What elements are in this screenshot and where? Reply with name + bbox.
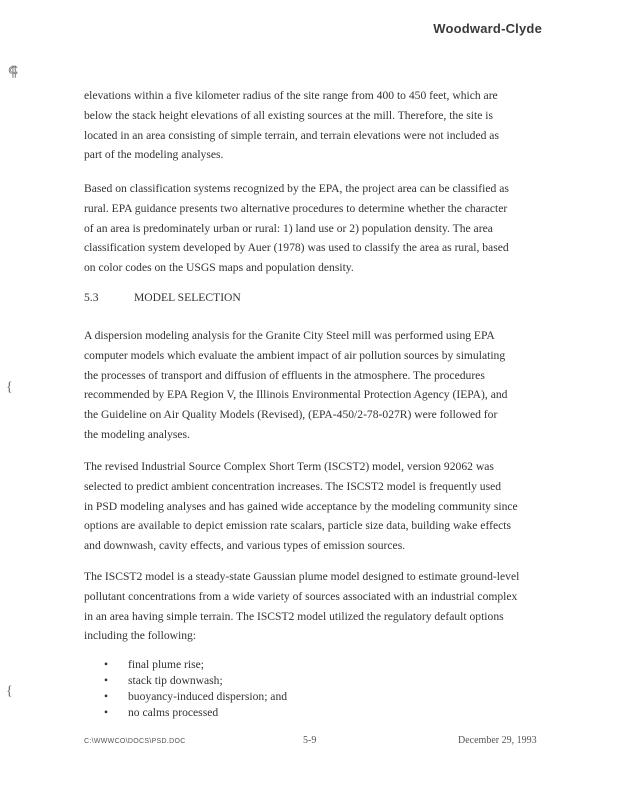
bullet-icon: •	[104, 658, 109, 671]
text-line: in PSD modeling analyses and has gained wide acceptance by the modeling community since	[84, 499, 518, 513]
paragraph	[84, 457, 540, 556]
text-line: options are available to depict emission rate scalars, particle size data, building wake effects	[84, 519, 511, 533]
text-line: part of the modeling analyses.	[84, 148, 224, 162]
text-line: of an area is predominately urban or rural: 1) land use or 2) population density. The area	[84, 221, 493, 235]
text-line: classification system developed by Auer (1978) was used to classify the area as rural, based	[84, 241, 509, 255]
text-line: including the following:	[84, 629, 197, 643]
bullet-icon: •	[104, 690, 109, 703]
paragraph	[84, 326, 540, 445]
margin-scribble-icon: ⸿	[8, 65, 18, 80]
bullet-list	[104, 657, 287, 721]
text-line: on color codes on the USGS maps and population density.	[84, 261, 354, 275]
list-item: • buoyancy-induced dispersion; and	[104, 690, 288, 703]
text-line: selected to predict ambient concentration increases. The ISCST2 model is frequently used	[84, 479, 502, 493]
paragraph	[84, 567, 540, 646]
section-title: MODEL SELECTION	[134, 291, 241, 304]
paragraph	[84, 86, 540, 165]
text-line: recommended by EPA Region V, the Illinois Environmental Protection Agency (IEPA), and	[84, 388, 508, 402]
bullet-icon: •	[104, 706, 109, 719]
text-line: The ISCST2 model is a steady-state Gaussian plume model designed to estimate ground-level	[84, 570, 520, 583]
text-line: elevations within a five kilometer radius of the site range from 400 to 450 feet, which are	[84, 89, 498, 102]
text-line: below the stack height elevations of all existing sources at the mill. Therefore, the site is	[84, 108, 493, 122]
company-logo: Woodward-Clyde	[433, 21, 542, 36]
text-line: pollutant concentrations from a wide variety of sources associated with an industrial complex	[84, 589, 518, 603]
section-number: 5.3	[84, 291, 99, 304]
text-line: rural. EPA guidance presents two alternative procedures to determine whether the character	[84, 201, 508, 215]
section-heading	[84, 291, 241, 304]
list-item: • no calms processed	[104, 706, 219, 719]
text-line: A dispersion modeling analysis for the Granite City Steel mill was performed using EPA	[84, 329, 495, 342]
text-line: located in an area consisting of simple terrain, and terrain elevations were not included as	[84, 128, 499, 142]
text-line: Based on classification systems recognized by the EPA, the project area can be classified as	[84, 182, 509, 195]
footer-date: December 29, 1993	[458, 735, 537, 746]
text-line: computer models which evaluate the ambient impact of air pollution sources by simulating	[84, 348, 506, 362]
footer-page-number: 5-9	[303, 735, 317, 746]
text-line: the processes of transport and diffusion of effluents in the atmosphere. The procedures	[84, 368, 485, 382]
margin-bracket-icon: {	[6, 380, 13, 395]
list-item: • stack tip downwash;	[104, 674, 223, 687]
list-item: • final plume rise;	[104, 658, 204, 671]
text-line: in an area having simple terrain. The ISCST2 model utilized the regulatory default options	[84, 609, 504, 623]
footer-file-path: C:\WWWCO\DOCS\PSD.DOC	[84, 738, 186, 745]
text-line: The revised Industrial Source Complex Short Term (ISCST2) model, version 92062 was	[84, 460, 494, 473]
text-line: the Guideline on Air Quality Models (Revised), (EPA-450/2-78-027R) were followed for	[84, 408, 498, 422]
margin-bracket-icon: {	[6, 684, 13, 699]
text-line: the modeling analyses.	[84, 427, 190, 441]
text-line: and downwash, cavity effects, and various types of emission sources.	[84, 539, 406, 553]
bullet-icon: •	[104, 674, 109, 687]
paragraph	[84, 179, 540, 278]
